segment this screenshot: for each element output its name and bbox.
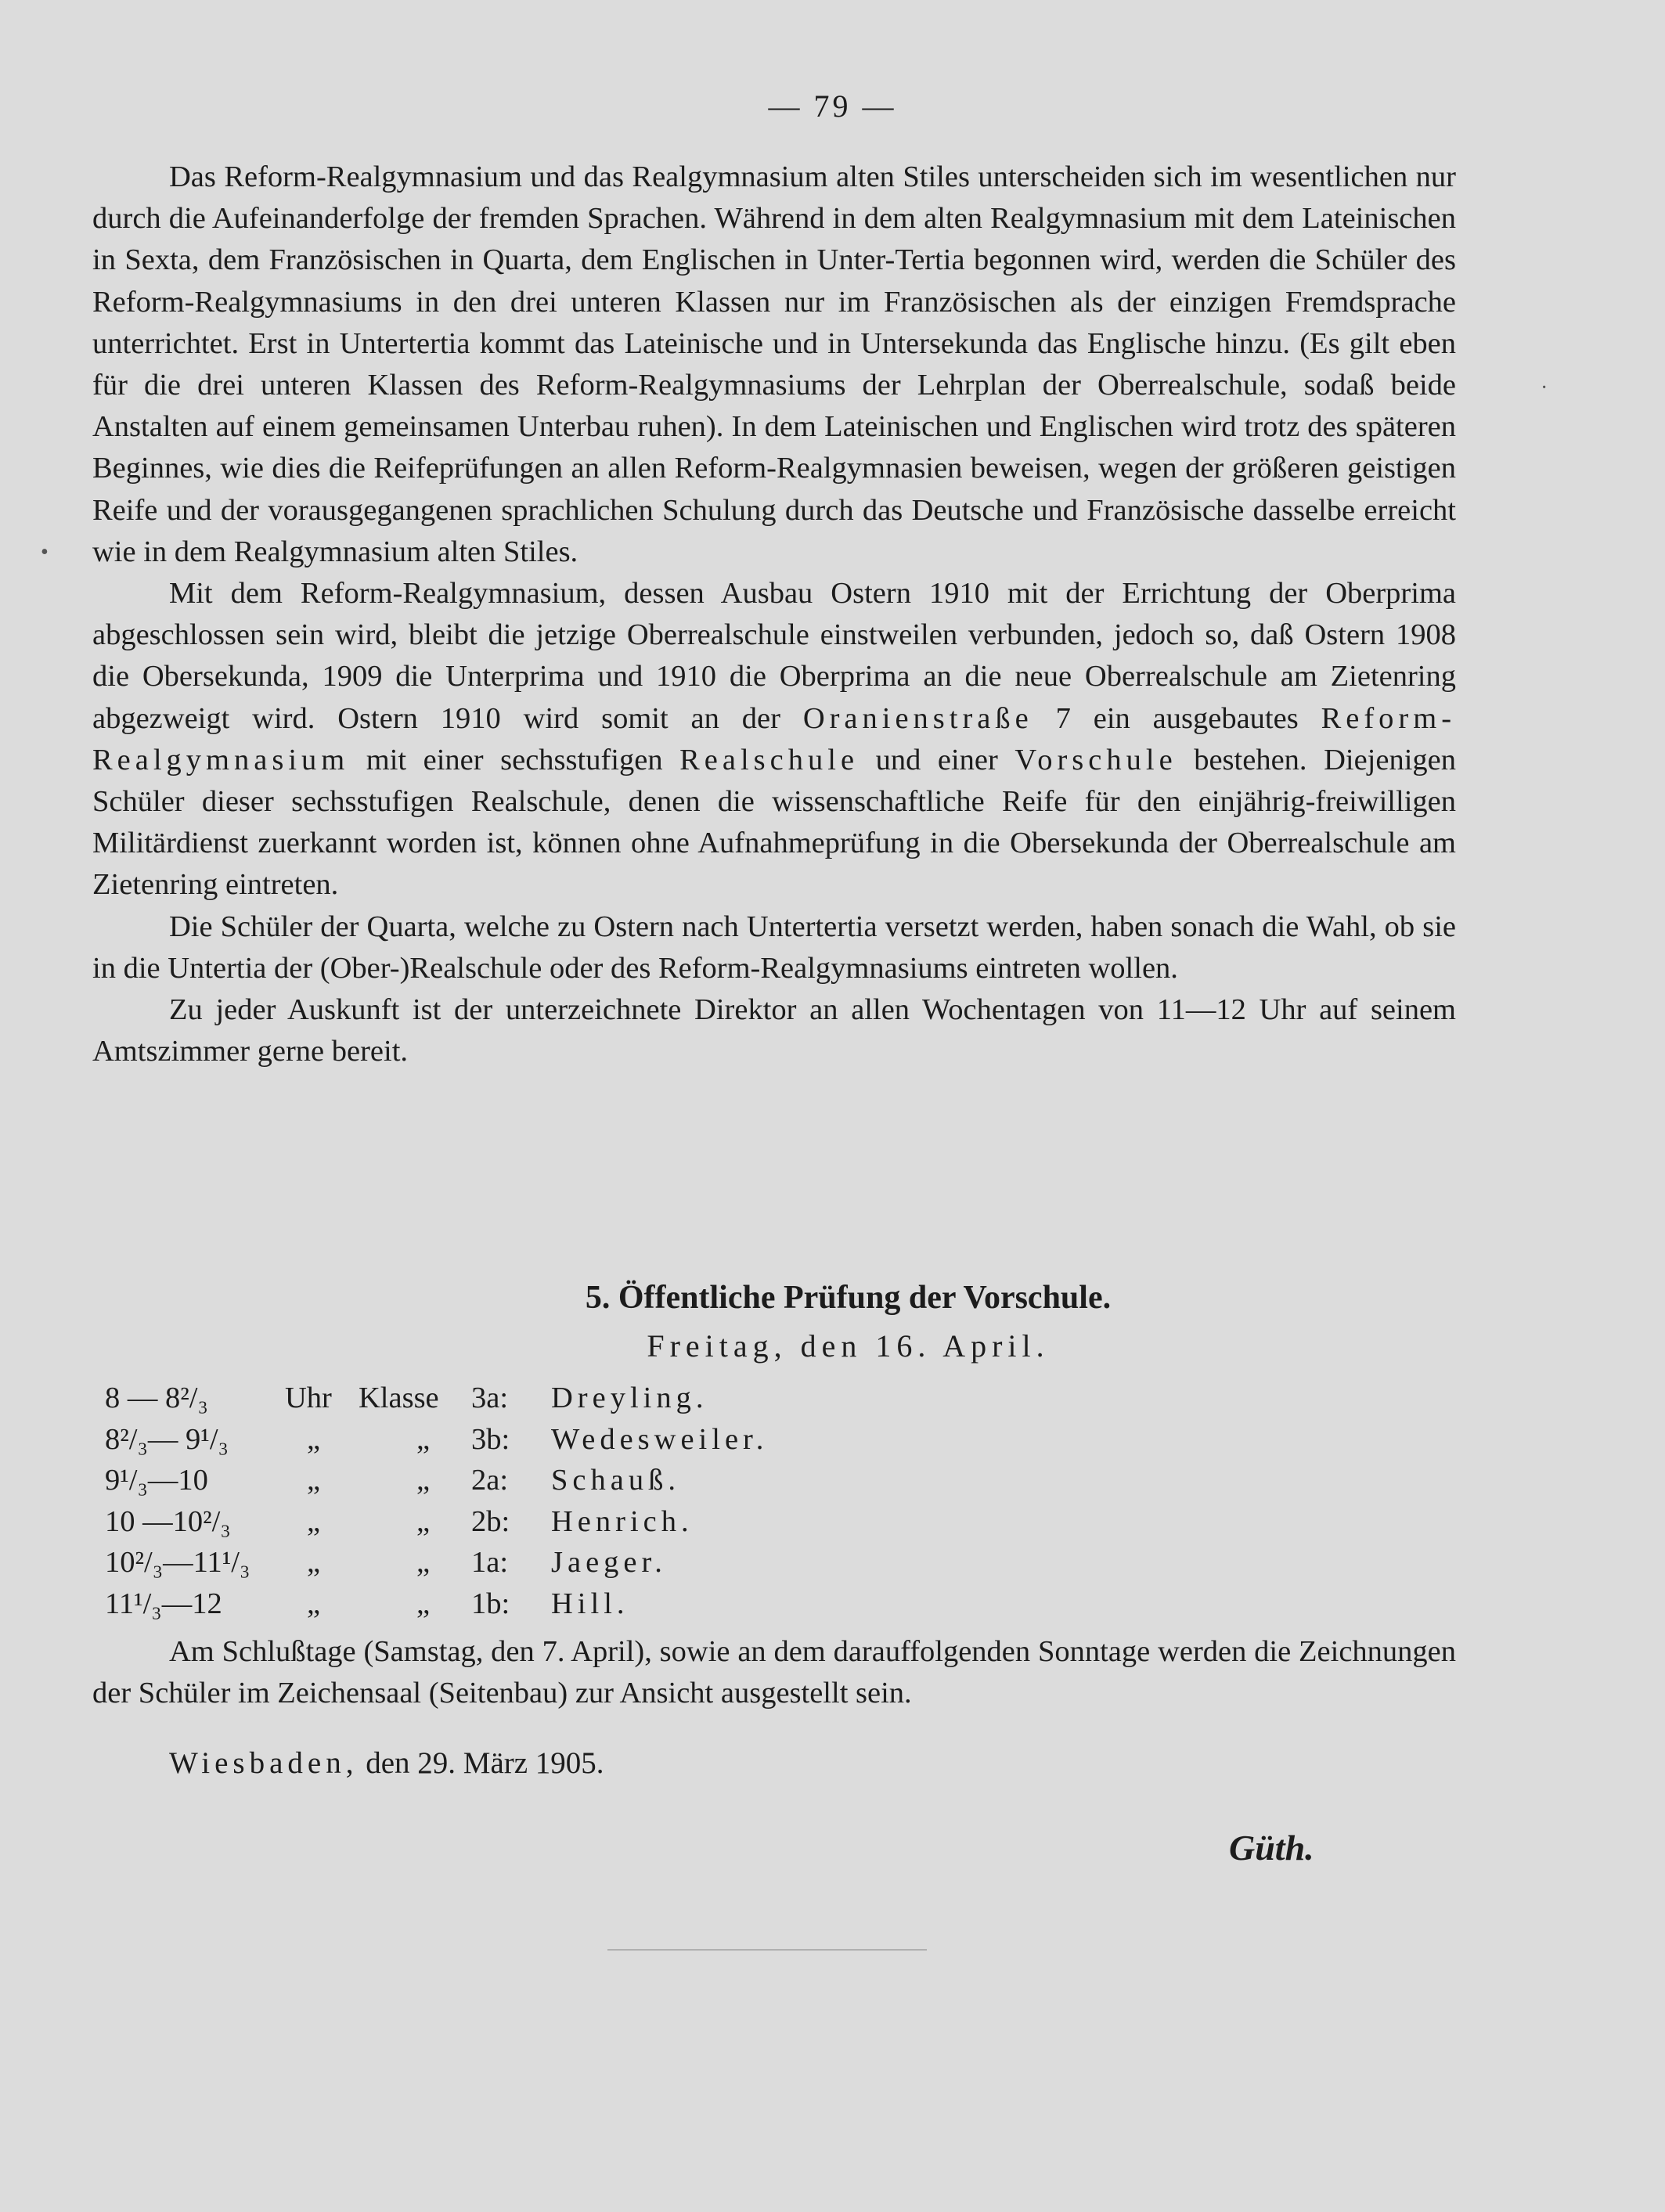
closing-text: Am Schlußtage (Samstag, den 7. April), sowie an dem darauffolgenden Sonntage werden die Zeichnungen der Schüler im Zeichensaal (Seitenbau) zur Ansicht ausgestellt sein. [92, 1635, 1456, 1709]
paragraph-2-part-e: bestehen. Diejenigen Schüler dieser sechsstufigen Realschule, denen die wissenschaftliche Reife für den einjährig-freiwilligen Militärdienst zuerkannt worden ist, können ohne Aufnahmeprüfung in die Obersekunda der Oberrealschule am Zietenring eintreten. [92, 743, 1456, 902]
schedule-row [105, 1583, 888, 1625]
body-text [92, 157, 1456, 1072]
schedule-uhr: „ [307, 1587, 321, 1620]
schedule-teacher: Wedesweiler. [551, 1422, 769, 1456]
schedule-time: 11¹/₃—12 [105, 1587, 222, 1620]
school-name-realschule: Realschule [679, 743, 860, 776]
schedule-uhr: „ [307, 1546, 321, 1579]
schedule-teacher: Henrich. [551, 1504, 694, 1538]
schedule-uhr: Uhr [285, 1382, 332, 1414]
schedule-time: 10 —10²/₃ [105, 1504, 231, 1538]
schedule-class: 3b: [471, 1422, 510, 1456]
schedule-time: 9¹/₃—10 [105, 1464, 208, 1497]
schedule-klasse: „ [416, 1464, 431, 1497]
schedule-class: 3a: [471, 1382, 509, 1414]
street-name: Oranienstraße [802, 701, 1033, 735]
footer-rule [607, 1949, 927, 1951]
margin-mark: • [41, 540, 49, 564]
schedule-class: 1b: [471, 1587, 510, 1620]
schedule-teacher: Jaeger. [551, 1546, 667, 1579]
dateline [169, 1745, 604, 1781]
schedule-row [105, 1419, 888, 1461]
schedule-class: 1a: [471, 1546, 509, 1579]
dateline-place: Wiesbaden, [169, 1746, 359, 1780]
school-name-reform: Reform-Realgymnasium [92, 701, 1457, 776]
paragraph-3: Die Schüler der Quarta, welche zu Ostern nach Untertertia versetzt werden, haben sonach die Wahl, ob sie in die Untertia der (Ober-)Realschule oder des Reform-Realgymnasiums eintreten wollen. [92, 910, 1456, 985]
schedule-time: 8 — 8²/₃ [105, 1382, 208, 1414]
schedule-row [105, 1501, 888, 1543]
schedule-klasse: Klasse [359, 1382, 439, 1414]
exam-schedule [105, 1378, 888, 1624]
schedule-uhr: „ [307, 1422, 321, 1456]
schedule-class: 2a: [471, 1464, 509, 1497]
signature: Güth. [1229, 1828, 1314, 1868]
paragraph-1: Das Reform-Realgymnasium und das Realgymnasium alten Stiles unterscheiden sich im wesentlichen nur durch die Aufeinanderfolge der fremden Sprachen. Während in dem alten Realgymnasium mit dem Lateinischen in Sexta, dem Französischen in Quarta, dem Englischen in Unter-Tertia begonnen wird, werden die Schüler des Reform-Realgymnasiums in den drei unteren Klassen nur im Französischen als der einzigen Fremdsprache unterrichtet. Erst in Untertertia kommt das Lateinische und in Untersekunda das Englische hinzu. (Es gilt eben für die drei unteren Klassen des Reform-Realgymnasiums der Lehrplan der Oberrealschule, sodaß beide Anstalten auf einem gemeinsamen Unterbau ruhen). In dem Lateinischen und Englischen wird trotz des späteren Beginnes, wie dies die Reifeprüfungen an allen Reform-Realgymnasien beweisen, wegen der größeren geistigen Reife und der vorausgegangenen sprachlichen Schulung durch das Deutsche und Französische dasselbe erreicht wie in dem Realgymnasium alten Stiles. [92, 160, 1456, 568]
dateline-date: den 29. März 1905. [366, 1746, 604, 1780]
schedule-klasse: „ [416, 1422, 431, 1456]
schedule-klasse: „ [416, 1504, 431, 1538]
school-name-vorschule: Vorschule [1014, 743, 1177, 776]
schedule-teacher: Dreyling. [551, 1382, 708, 1414]
page-number: — 79 — [768, 88, 897, 124]
paragraph-2-part-a: Mit dem Reform-Realgymnasium, dessen Ausbau Ostern 1910 mit der Errichtung der Oberprima abgeschlossen sein wird, bleibt die jetzige Oberrealschule einstweilen verbunden, jedoch so, daß Ostern 1908 die Obersekunda, 1909 die Unterprima und 1910 die Oberprima an die neue Oberrealschule am Zietenring abgezweigt wird. Ostern 1910 wird somit an der [92, 577, 1456, 735]
schedule-row [105, 1460, 888, 1501]
paragraph-2-part-d: und einer [875, 743, 998, 776]
paragraph-2-part-c: mit einer sechsstufigen [366, 743, 663, 776]
schedule-row [105, 1542, 888, 1583]
schedule-uhr: „ [307, 1464, 321, 1497]
schedule-teacher: Schauß. [551, 1464, 680, 1497]
section-date: Freitag, den 16. April. [647, 1328, 1050, 1364]
schedule-class: 2b: [471, 1504, 510, 1538]
paragraph-2 [92, 573, 1456, 906]
schedule-uhr: „ [307, 1504, 321, 1538]
margin-mark: · [1541, 376, 1548, 400]
paragraph-2-part-b: 7 ein ausgebautes [1055, 701, 1299, 735]
schedule-klasse: „ [416, 1546, 431, 1579]
schedule-row [105, 1378, 888, 1419]
schedule-time: 10²/₃—11¹/₃ [105, 1546, 250, 1579]
schedule-time: 8²/₃— 9¹/₃ [105, 1422, 229, 1456]
schedule-teacher: Hill. [551, 1587, 629, 1620]
closing-paragraph [92, 1631, 1456, 1714]
schedule-klasse: „ [416, 1587, 431, 1620]
section-heading: 5. Öffentliche Prüfung der Vorschule. [585, 1280, 1112, 1316]
paragraph-4: Zu jeder Auskunft ist der unterzeichnete Direktor an allen Wochentagen von 11—12 Uhr auf seinem Amtszimmer gerne bereit. [92, 993, 1456, 1068]
